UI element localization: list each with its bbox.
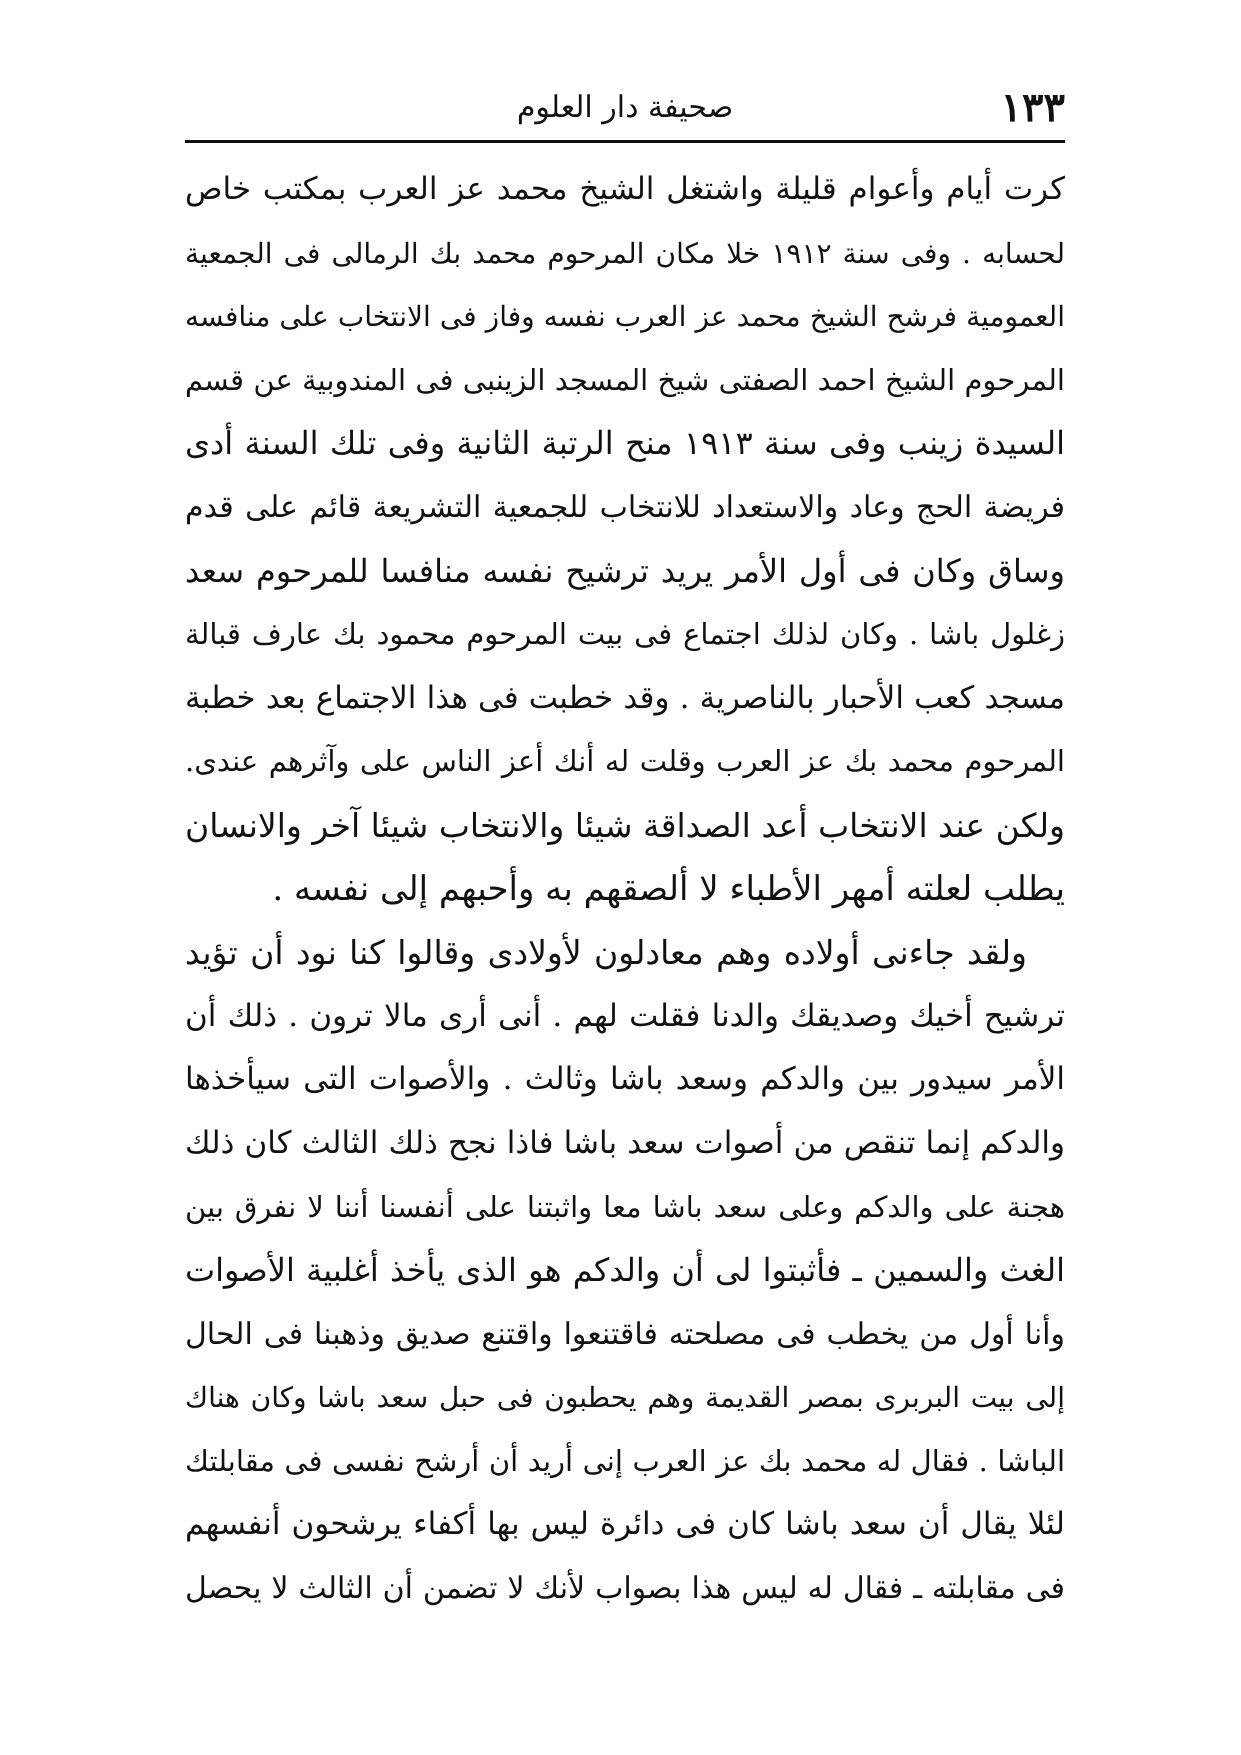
text-line: لحسابه . وفى سنة ١٩١٢ خلا مكان المرحوم محمد بك الرمالى فى الجمعية bbox=[185, 236, 1065, 270]
text-line: كرت أيام وأعوام قليلة واشتغل الشيخ محمد عز العرب بمكتب خاص bbox=[185, 171, 1065, 207]
text-line: لئلا يقال أن سعد باشا كان فى دائرة ليس بها أكفاء يرشحون أنفسهم bbox=[185, 1506, 1065, 1543]
page-number: ١٣٣ bbox=[1000, 84, 1065, 131]
text-line: ولكن عند الانتخاب أعد الصداقة شيئا والانتخاب شيئا آخر والانسان bbox=[185, 805, 1065, 845]
text-line: وأنا أول من يخطب فى مصلحته فاقتنعوا واقتنع صديق وذهبنا فى الحال bbox=[185, 1316, 1065, 1352]
text-line: الأمر سيدور بين والدكم وسعد باشا وثالث . والأصوات التى سيأخذها bbox=[185, 1061, 1065, 1098]
text-line: المرحوم محمد بك عز العرب وقلت له أنك أعز الناس على وآثرهم عندى. bbox=[185, 744, 1065, 779]
header-rule bbox=[185, 140, 1065, 143]
text-line: فريضة الحج وعاد والاستعداد للانتخاب للجمعية التشريعة قائم على قدم bbox=[185, 489, 1065, 525]
text-line: هجنة على والدكم وعلى سعد باشا معا واثبتنا على أنفسنا أننا لا نفرق بين bbox=[185, 1189, 1065, 1224]
text-line: الغث والسمين ـ فأثبتوا لى أن والدكم هو الذى يأخذ أغلبية الأصوات bbox=[185, 1251, 1065, 1290]
text-line: الباشا . فقال له محمد بك عز العرب إنى أريد أن أرشح نفسى فى مقابلتك bbox=[185, 1443, 1065, 1478]
text-line: والدكم إنما تنقص من أصوات سعد باشا فاذا نجح ذلك الثالث كان ذلك bbox=[185, 1124, 1065, 1161]
text-line: يطلب لعلته أمهر الأطباء لا ألصقهم به وأحبهم إلى نفسه . bbox=[272, 868, 1065, 909]
text-line: العمومية فرشح الشيخ محمد عز العرب نفسه وفاز فى الانتخاب على منافسه bbox=[185, 300, 1065, 334]
text-line: وساق وكان فى أول الأمر يريد ترشيح نفسه منافسا للمرحوم سعد bbox=[185, 551, 1065, 590]
text-line: ولقد جاءنى أولاده وهم معادلون لأولادى وقالوا كنا نود أن تؤيد bbox=[185, 933, 1027, 973]
text-line: السيدة زينب وفى سنة ١٩١٣ منح الرتبة الثانية وفى تلك السنة أدى bbox=[185, 424, 1065, 463]
text-line: ترشيح أخيك وصديقك والدنا فقلت لهم . أنى أرى مالا ترون . ذلك أن bbox=[185, 997, 1065, 1034]
page-header bbox=[185, 78, 1065, 138]
text-line: مسجد كعب الأحبار بالناصرية . وقد خطبت فى هذا الاجتماع بعد خطبة bbox=[185, 679, 1065, 716]
text-line: إلى بيت البربرى بمصر القديمة وهم يحطبون فى حبل سعد باشا وكان هناك bbox=[185, 1381, 1065, 1415]
text-line: زغلول باشا . وكان لذلك اجتماع فى بيت المرحوم محمود بك عارف قبالة bbox=[185, 617, 1065, 652]
body-text bbox=[185, 158, 1065, 1621]
running-title: صحيفة دار العلوم bbox=[516, 90, 734, 125]
text-line: المرحوم الشيخ احمد الصفتى شيخ المسجد الزينبى فى المندوبية عن قسم bbox=[185, 362, 1065, 397]
text-line: فى مقابلته ـ فقال له ليس هذا بصواب لأنك لا تضمن أن الثالث لا يحصل bbox=[185, 1571, 1065, 1607]
